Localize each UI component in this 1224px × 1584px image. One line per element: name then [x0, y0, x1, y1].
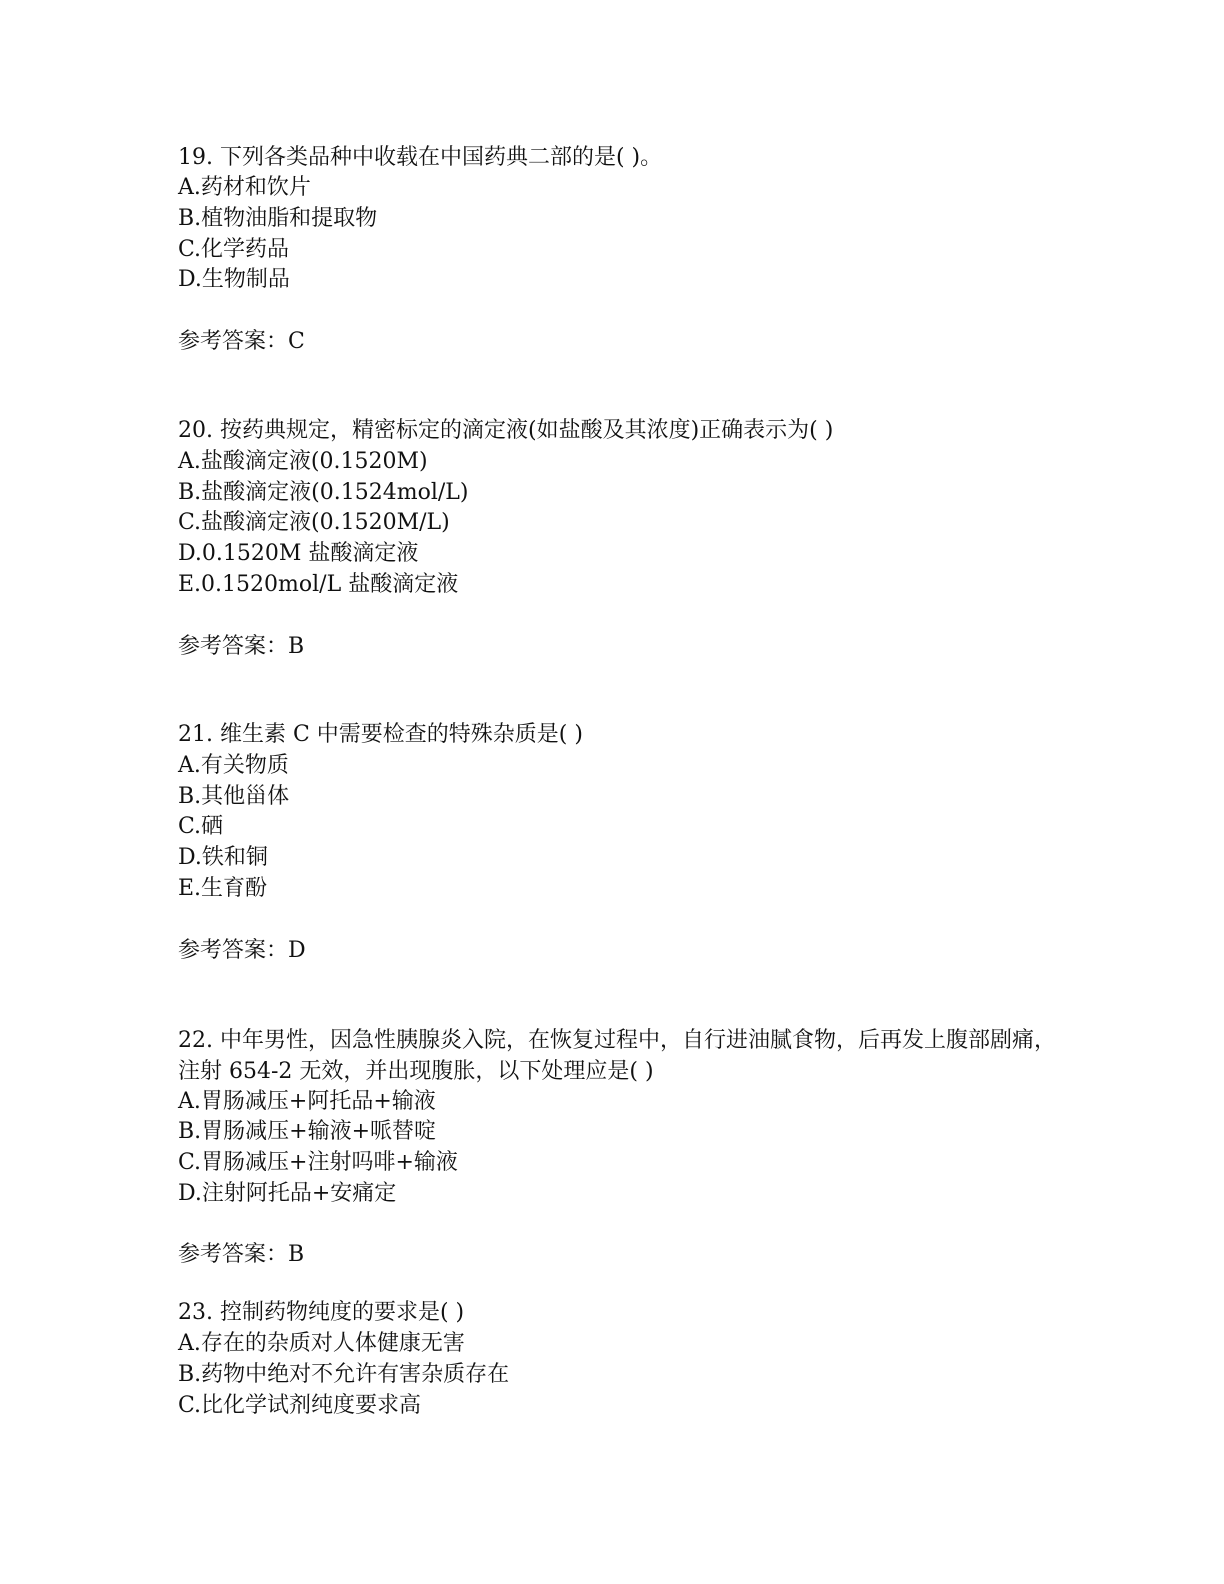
question-21-option-d: D.铁和铜	[178, 845, 268, 870]
question-20-stem: 20. 按药典规定，精密标定的滴定液(如盐酸及其浓度)正确表示为( )	[178, 418, 834, 443]
question-21-option-a: A.有关物质	[178, 753, 289, 778]
question-19-option-a: A.药材和饮片	[178, 175, 311, 200]
question-21-stem: 21. 维生素 C 中需要检查的特殊杂质是( )	[178, 722, 583, 747]
question-21-option-b: B.其他甾体	[178, 784, 290, 809]
question-22-option-d: D.注射阿托品+安痛定	[178, 1181, 397, 1206]
question-20-option-d: D.0.1520M 盐酸滴定液	[178, 541, 419, 566]
question-19-option-c: C.化学药品	[178, 237, 290, 262]
question-20-answer: 参考答案：B	[178, 634, 305, 659]
question-22-option-a: A.胃肠减压+阿托品+输液	[178, 1089, 436, 1114]
question-22-option-c: C.胃肠减压+注射吗啡+输液	[178, 1150, 458, 1175]
question-21-option-c: C.硒	[178, 814, 224, 839]
question-20-option-b: B.盐酸滴定液(0.1524mol/L)	[178, 480, 469, 505]
question-22-stem: 22. 中年男性，因急性胰腺炎入院，在恢复过程中，自行进油腻食物，后再发上腹部剧痛，注射 654-2 无效，并出现腹胀，以下处理应是( )	[178, 1028, 1056, 1084]
question-23-option-a: A.存在的杂质对人体健康无害	[178, 1331, 465, 1356]
question-20-option-a: A.盐酸滴定液(0.1520M)	[178, 449, 428, 474]
question-19-answer: 参考答案：C	[178, 329, 305, 354]
question-22-option-b: B.胃肠减压+输液+哌替啶	[178, 1119, 437, 1144]
question-19-option-d: D.生物制品	[178, 267, 290, 292]
question-23-option-c: C.比化学试剂纯度要求高	[178, 1393, 422, 1418]
question-20-option-e: E.0.1520mol/L 盐酸滴定液	[178, 572, 459, 597]
question-23-option-b: B.药物中绝对不允许有害杂质存在	[178, 1362, 510, 1387]
question-20-option-c: C.盐酸滴定液(0.1520M/L)	[178, 510, 450, 535]
question-23-stem: 23. 控制药物纯度的要求是( )	[178, 1300, 465, 1325]
question-22-answer: 参考答案：B	[178, 1242, 305, 1267]
question-21-option-e: E.生育酚	[178, 876, 268, 901]
question-21-answer: 参考答案：D	[178, 938, 306, 963]
question-19-stem: 19. 下列各类品种中收载在中国药典二部的是( )。	[178, 145, 663, 170]
question-19-option-b: B.植物油脂和提取物	[178, 206, 378, 231]
